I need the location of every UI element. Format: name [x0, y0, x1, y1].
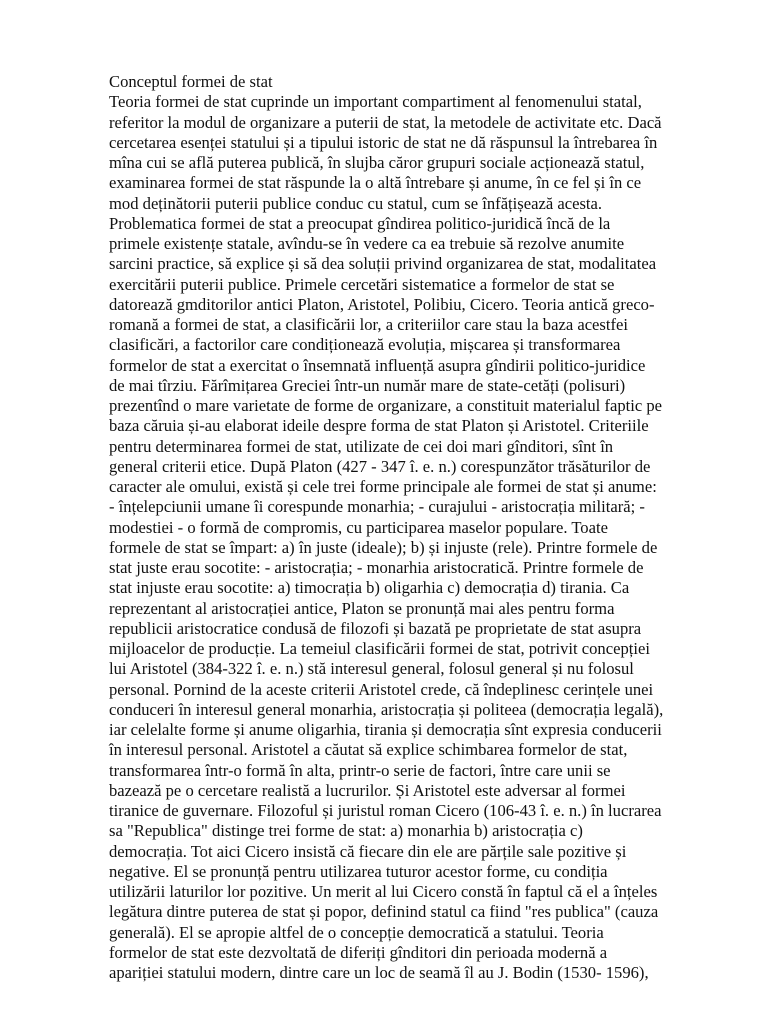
text-line: republicii aristocratice condusă de filozofi și bazată pe proprietate de stat asupra [109, 618, 642, 638]
text-line: negative. El se pronunță pentru utilizarea tuturor acestor forme, cu condiția [109, 861, 608, 881]
text-line: Teoria formei de stat cuprinde un important compartiment al fenomenului statal, [109, 92, 642, 112]
text-line: baza căruia și-au elaborat ideile despre forma de stat Platon și Aristotel. Criteriile [109, 416, 649, 436]
text-line: mod deținătorii puterii publice conduc cu statul, cum se înfățișează acesta. [109, 193, 603, 213]
text-line: de mai tîrziu. Fărîmițarea Greciei într-un număr mare de state-cetăți (polisuri) [109, 375, 626, 395]
text-line: personal. Pornind de la aceste criterii Aristotel crede, că îndeplinesc cerințele unei [109, 679, 654, 699]
text-line: democrația. Tot aici Cicero insistă că fiecare din ele are părțile sale pozitive și [109, 841, 627, 861]
text-line: utilizării laturilor lor pozitive. Un merit al lui Cicero constă în faptul că el a înțeles [109, 882, 658, 901]
text-line: legătura dintre puterea de stat și popor, definind statul ca fiind "res publica" (cauza [109, 902, 659, 922]
text-line: generală). El se apropie altfel de o concepție democratică a statului. Teoria [109, 922, 604, 942]
text-line: sa "Republica" distinge trei forme de stat: a) monarhia b) aristocrația c) [109, 821, 583, 841]
text-line: examinarea formei de stat răspunde la o altă întrebare și anume, în ce fel și în ce [109, 173, 642, 193]
text-line: în interesul personal. Aristotel a căutat să explice schimbarea formelor de stat, [109, 740, 628, 760]
text-line: pentru determinarea formei de stat, utilizate de cei doi mari gînditori, sînt în [109, 436, 614, 456]
text-line: referitor la modul de organizare a puterii de stat, la metodele de activitate etc. Dacă [109, 112, 662, 132]
text-line: clasificări, a factorilor care condiționează evoluția, mișcarea și transformarea [109, 335, 621, 355]
text-line: lui Aristotel (384-322 î. e. n.) stă interesul general, folosul general și nu folosul [109, 659, 634, 679]
text-line: stat juste erau socotite: - aristocrația; - monarhia aristocratică. Printre formele de [109, 558, 644, 577]
text-line: formelor de stat a exercitat o însemnată influență asupra gîndirii politico-juridice [109, 355, 646, 375]
text-line: prezentînd o mare varietate de forme de organizare, a constituit materialul faptic pe [109, 396, 663, 415]
text-line: romană a formei de stat, a clasificării lor, a criteriilor care stau la baza acestfei [109, 315, 628, 334]
text-line: stat injuste erau socotite: a) timocrația b) oligarhia c) democrația d) tirania. Ca [109, 578, 630, 598]
text-line: conduceri în interesul general monarhia, aristocrația și politeea (democrația legală), [109, 699, 664, 719]
document-title: Conceptul formei de stat [109, 72, 273, 91]
text-line: - înțelepciunii umane îi corespunde monarhia; - curajului - aristocrația militară; - [109, 497, 645, 517]
text-line: modestiei - o formă de compromis, cu participarea maselor populare. Toate [109, 517, 608, 537]
text-line: mijloacelor de producție. La temeiul clasificării formei de stat, potrivit concepției [109, 639, 650, 658]
text-line: datorează gmditorilor antici Platon, Aristotel, Polibiu, Cicero. Teoria antică greco- [109, 294, 655, 314]
document-body [109, 72, 715, 983]
text-line: transformarea într-o formă în alta, printr-o serie de factori, între care unii se [109, 760, 611, 780]
document-paragraph [109, 92, 715, 983]
text-line: general criterii etice. După Platon (427 - 347 î. e. n.) corespunzător trăsăturilor de [109, 456, 651, 476]
text-line: sarcini practice, să explice și să dea soluții privind organizarea de stat, modalitatea [109, 254, 657, 274]
text-line: Problematica formei de stat a preocupat gîndirea politico-juridică încă de la [109, 213, 611, 233]
text-line: mîna cui se află puterea publică, în slujba căror grupuri sociale acționează statul, [109, 153, 645, 172]
text-line: cercetarea esenței statului și a tipului istoric de stat ne dă răspunsul la întrebarea în [109, 132, 658, 152]
text-line: tiranice de guvernare. Filozoful și juristul roman Cicero (106-43 î. e. n.) în lucrarea [109, 801, 662, 820]
text-line: exercitării puterii publice. Primele cercetări sistematice a formelor de stat se [109, 274, 615, 294]
text-line: primele existențe statale, avîndu-se în vedere ca ea trebuie să rezolve anumite [109, 234, 625, 253]
text-line: formelor de stat este dezvoltată de diferiți gînditori din perioada modernă a [109, 942, 608, 962]
text-line: formele de stat se împart: a) în juste (ideale); b) și injuste (rele). Printre formele de [109, 537, 658, 557]
text-line: bazează pe o cercetare realistă a lucrurilor. Și Aristotel este adversar al formei [109, 780, 626, 800]
text-line: apariției statului modern, dintre care un loc de seamă îl au J. Bodin (1530- 1596), [109, 963, 649, 982]
text-line: reprezentant al aristocrației antice, Platon se pronunță mai ales pentru forma [109, 598, 615, 618]
text-line: caracter ale omului, există și cele trei forme principale ale formei de stat și anume: [109, 477, 657, 496]
text-line: iar celelalte forme și anume oligarhia, tirania și democrația sînt expresia conducerii [109, 720, 662, 739]
